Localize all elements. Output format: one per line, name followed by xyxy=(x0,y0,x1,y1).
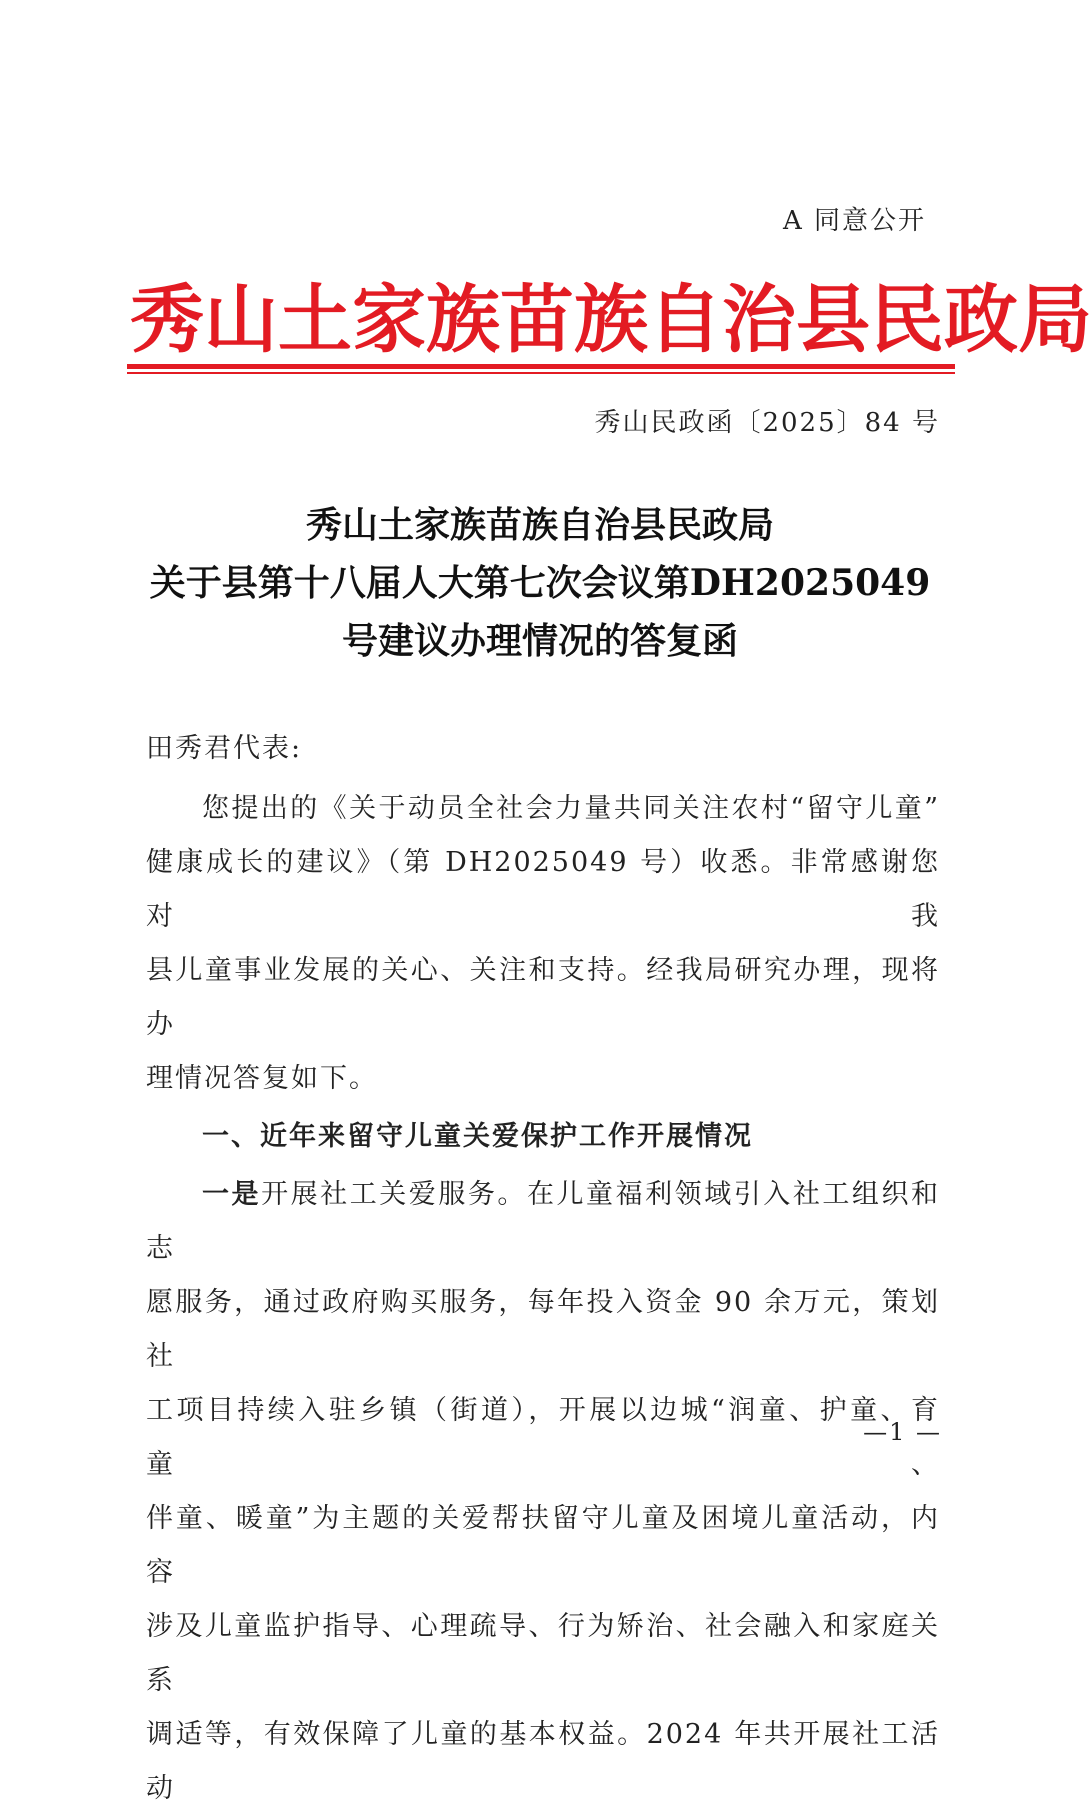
header-divider-thick xyxy=(127,364,955,369)
org-header-char: 县 xyxy=(796,277,870,363)
org-header-char: 土 xyxy=(278,277,352,363)
org-header-char: 政 xyxy=(944,277,1018,363)
org-header-char: 家 xyxy=(352,277,426,363)
org-header-char: 族 xyxy=(574,277,648,363)
paragraph-line: 涉及儿童监护指导、心理疏导、行为矫治、社会融入和家庭关系 xyxy=(146,1611,940,1696)
page-number: —1 — xyxy=(863,1418,942,1446)
paragraph-line: 伴童、暖童”为主题的关爱帮扶留守儿童及困境儿童活动，内容 xyxy=(146,1503,940,1588)
disclosure-label: A 同意公开 xyxy=(782,206,926,236)
paragraph-text: 开展社工关爱服务。在儿童福利领域引入社工组织和志 xyxy=(146,1179,941,1264)
section-lead: 一是 xyxy=(202,1179,262,1210)
org-header-char: 民 xyxy=(870,277,944,363)
org-header-char: 秀 xyxy=(130,277,204,363)
paragraph-line: 工项目持续入驻乡镇（街道），开展以边城“润童、护童、育童、 xyxy=(146,1395,940,1480)
title-line: 秀山土家族苗族自治县民政局 xyxy=(305,504,774,546)
org-header-char: 治 xyxy=(722,277,796,363)
paragraph-line: 县儿童事业发展的关心、关注和支持。经我局研究办理，现将办 xyxy=(146,955,940,1040)
paragraph-line xyxy=(146,1168,940,1276)
paragraph-line: 健康成长的建议》（第 DH2025049 号）收悉。非常感谢您对我 xyxy=(146,847,940,932)
title-line: 号建议办理情况的答复函 xyxy=(341,620,738,662)
org-header-char: 苗 xyxy=(500,277,574,363)
org-header-char: 山 xyxy=(204,277,278,363)
org-header-char: 局 xyxy=(1018,277,1092,363)
section-heading: 一、近年来留守儿童关爱保护工作开展情况 xyxy=(202,1121,753,1152)
paragraph-line: 理情况答复如下。 xyxy=(146,1063,378,1094)
org-header xyxy=(130,268,1092,363)
document-number: 秀山民政函〔2025〕84 号 xyxy=(594,408,940,438)
org-header-char: 自 xyxy=(648,277,722,363)
salutation: 田秀君代表: xyxy=(146,733,303,764)
paragraph-line: 您提出的《关于动员全社会力量共同关注农村“留守儿童” xyxy=(202,793,940,824)
paragraph-line: 调适等，有效保障了儿童的基本权益。2024 年共开展社工活动 xyxy=(146,1719,940,1804)
document-body xyxy=(146,722,940,1816)
document-title xyxy=(100,496,980,670)
org-header-char: 族 xyxy=(426,277,500,363)
title-line: 关于县第十八届人大第七次会议第DH2025049 xyxy=(149,562,931,604)
header-divider-thin xyxy=(127,372,955,374)
paragraph-line: 愿服务，通过政府购买服务，每年投入资金 90 余万元，策划社 xyxy=(146,1287,940,1372)
